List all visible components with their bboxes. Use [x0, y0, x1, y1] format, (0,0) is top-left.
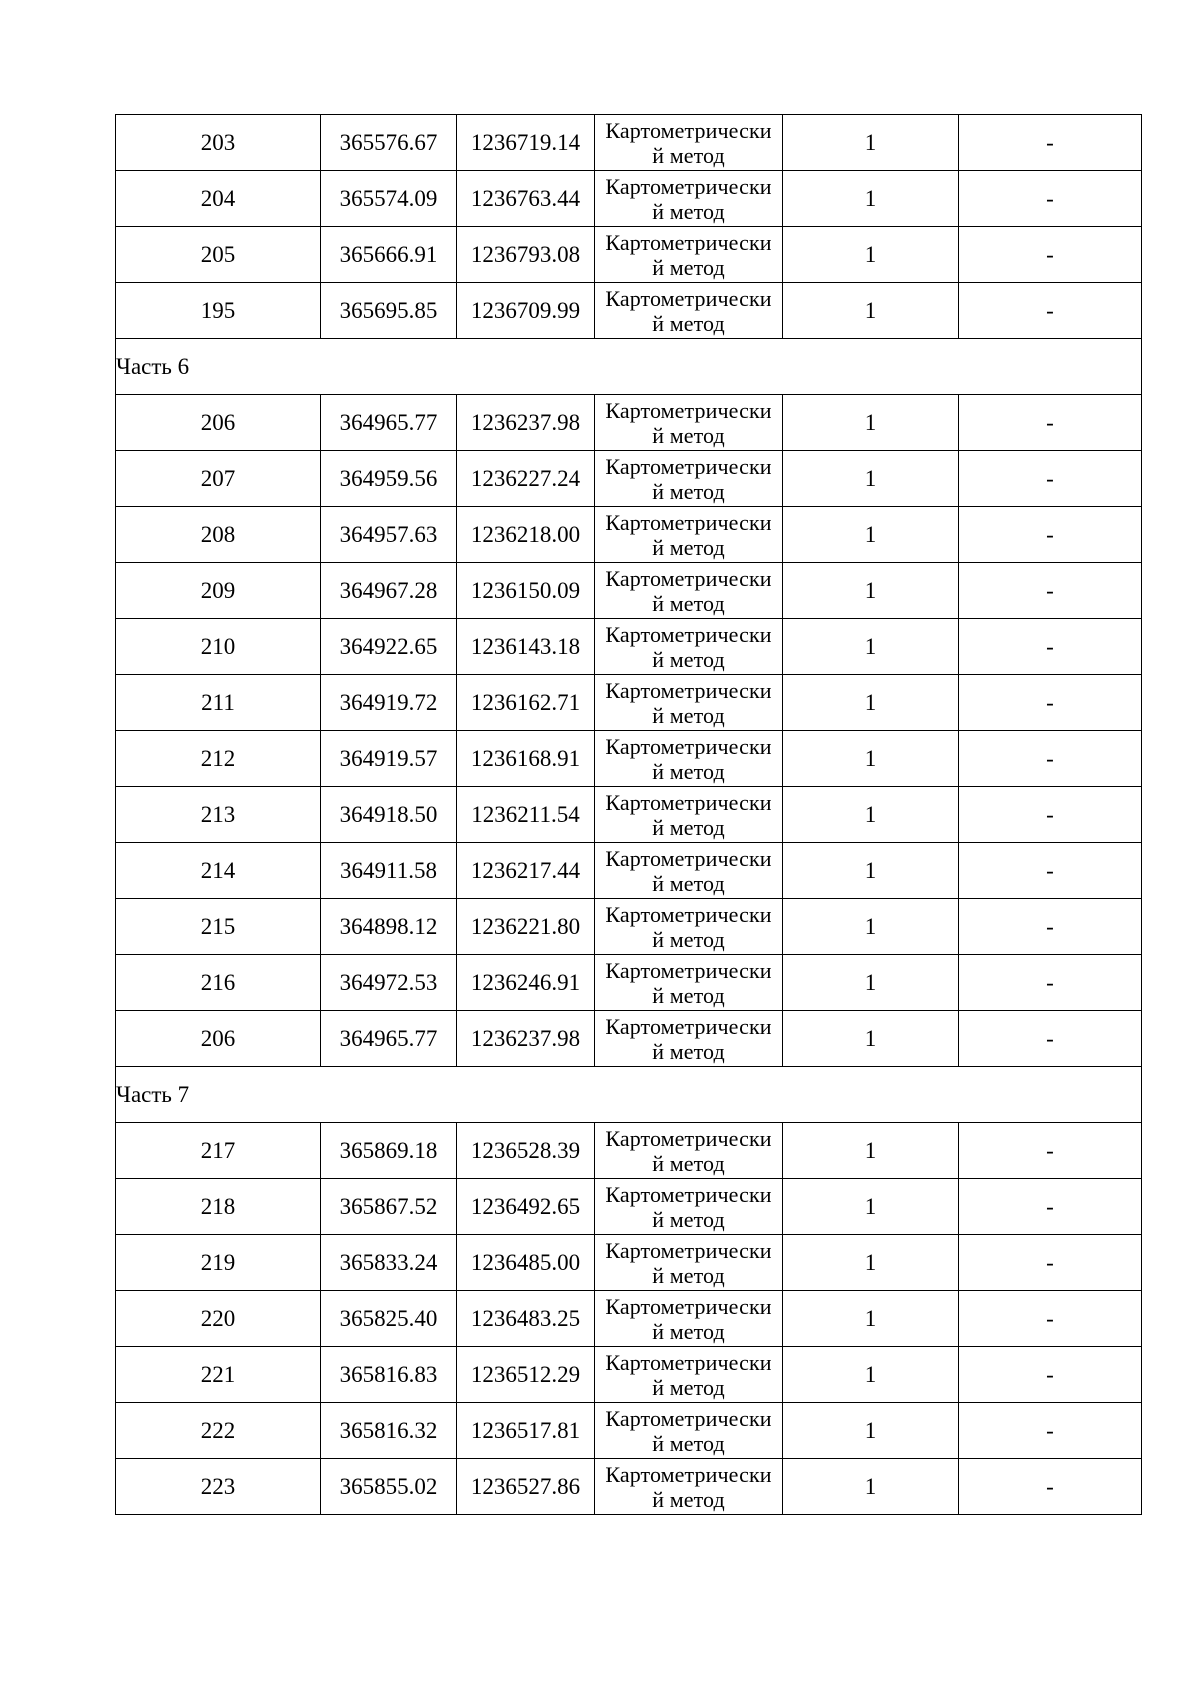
- table-row: [116, 1235, 1142, 1291]
- accuracy-cell: 1: [783, 1179, 959, 1235]
- y-coordinate-cell: 1236709.99: [457, 283, 595, 339]
- point-number-cell: 195: [116, 283, 321, 339]
- table-row: [116, 451, 1142, 507]
- point-number-cell: 222: [116, 1403, 321, 1459]
- note-cell: -: [959, 1123, 1142, 1179]
- section-label: Часть 7: [116, 1067, 1142, 1123]
- accuracy-cell: 1: [783, 675, 959, 731]
- note-cell: -: [959, 1179, 1142, 1235]
- table-row: [116, 283, 1142, 339]
- accuracy-cell: 1: [783, 787, 959, 843]
- x-coordinate-cell: 365576.67: [321, 115, 457, 171]
- y-coordinate-cell: 1236483.25: [457, 1291, 595, 1347]
- method-cell: Картометрически й метод: [595, 1459, 783, 1515]
- method-cell: Картометрически й метод: [595, 1347, 783, 1403]
- x-coordinate-cell: 364918.50: [321, 787, 457, 843]
- y-coordinate-cell: 1236221.80: [457, 899, 595, 955]
- accuracy-cell: 1: [783, 507, 959, 563]
- x-coordinate-cell: 364898.12: [321, 899, 457, 955]
- point-number-cell: 214: [116, 843, 321, 899]
- table-row: [116, 1291, 1142, 1347]
- method-cell: Картометрически й метод: [595, 1179, 783, 1235]
- method-cell: Картометрически й метод: [595, 451, 783, 507]
- method-cell: Картометрически й метод: [595, 171, 783, 227]
- x-coordinate-cell: 365816.32: [321, 1403, 457, 1459]
- y-coordinate-cell: 1236211.54: [457, 787, 595, 843]
- table-row: [116, 563, 1142, 619]
- point-number-cell: 216: [116, 955, 321, 1011]
- note-cell: -: [959, 843, 1142, 899]
- y-coordinate-cell: 1236218.00: [457, 507, 595, 563]
- x-coordinate-cell: 364965.77: [321, 1011, 457, 1067]
- y-coordinate-cell: 1236162.71: [457, 675, 595, 731]
- point-number-cell: 215: [116, 899, 321, 955]
- x-coordinate-cell: 365833.24: [321, 1235, 457, 1291]
- table-row: [116, 619, 1142, 675]
- point-number-cell: 221: [116, 1347, 321, 1403]
- y-coordinate-cell: 1236528.39: [457, 1123, 595, 1179]
- table-row: [116, 115, 1142, 171]
- accuracy-cell: 1: [783, 1123, 959, 1179]
- point-number-cell: 205: [116, 227, 321, 283]
- method-cell: Картометрически й метод: [595, 1403, 783, 1459]
- table-row: [116, 1011, 1142, 1067]
- method-cell: Картометрически й метод: [595, 283, 783, 339]
- x-coordinate-cell: 365574.09: [321, 171, 457, 227]
- accuracy-cell: 1: [783, 283, 959, 339]
- point-number-cell: 204: [116, 171, 321, 227]
- note-cell: -: [959, 731, 1142, 787]
- y-coordinate-cell: 1236237.98: [457, 395, 595, 451]
- note-cell: -: [959, 899, 1142, 955]
- accuracy-cell: 1: [783, 899, 959, 955]
- point-number-cell: 220: [116, 1291, 321, 1347]
- note-cell: -: [959, 1011, 1142, 1067]
- x-coordinate-cell: 364967.28: [321, 563, 457, 619]
- point-number-cell: 223: [116, 1459, 321, 1515]
- x-coordinate-cell: 364922.65: [321, 619, 457, 675]
- x-coordinate-cell: 364911.58: [321, 843, 457, 899]
- point-number-cell: 208: [116, 507, 321, 563]
- method-cell: Картометрически й метод: [595, 731, 783, 787]
- x-coordinate-cell: 364972.53: [321, 955, 457, 1011]
- table-row: [116, 675, 1142, 731]
- note-cell: -: [959, 115, 1142, 171]
- table-row: [116, 731, 1142, 787]
- accuracy-cell: 1: [783, 1291, 959, 1347]
- point-number-cell: 210: [116, 619, 321, 675]
- y-coordinate-cell: 1236492.65: [457, 1179, 595, 1235]
- table-row: [116, 1179, 1142, 1235]
- note-cell: -: [959, 787, 1142, 843]
- point-number-cell: 203: [116, 115, 321, 171]
- note-cell: -: [959, 283, 1142, 339]
- y-coordinate-cell: 1236246.91: [457, 955, 595, 1011]
- x-coordinate-cell: 364965.77: [321, 395, 457, 451]
- accuracy-cell: 1: [783, 451, 959, 507]
- y-coordinate-cell: 1236227.24: [457, 451, 595, 507]
- x-coordinate-cell: 365867.52: [321, 1179, 457, 1235]
- method-cell: Картометрически й метод: [595, 843, 783, 899]
- point-number-cell: 219: [116, 1235, 321, 1291]
- point-number-cell: 209: [116, 563, 321, 619]
- method-cell: Картометрически й метод: [595, 115, 783, 171]
- note-cell: -: [959, 171, 1142, 227]
- table-row: [116, 955, 1142, 1011]
- coordinates-table: [115, 114, 1142, 1515]
- accuracy-cell: 1: [783, 395, 959, 451]
- table-row: [116, 787, 1142, 843]
- accuracy-cell: 1: [783, 563, 959, 619]
- method-cell: Картометрически й метод: [595, 1291, 783, 1347]
- note-cell: -: [959, 1403, 1142, 1459]
- table-row: [116, 1347, 1142, 1403]
- note-cell: -: [959, 227, 1142, 283]
- point-number-cell: 212: [116, 731, 321, 787]
- point-number-cell: 213: [116, 787, 321, 843]
- x-coordinate-cell: 364959.56: [321, 451, 457, 507]
- accuracy-cell: 1: [783, 619, 959, 675]
- table-row: [116, 395, 1142, 451]
- y-coordinate-cell: 1236527.86: [457, 1459, 595, 1515]
- x-coordinate-cell: 365825.40: [321, 1291, 457, 1347]
- method-cell: Картометрически й метод: [595, 899, 783, 955]
- table-row: [116, 1123, 1142, 1179]
- section-row: [116, 339, 1142, 395]
- point-number-cell: 217: [116, 1123, 321, 1179]
- x-coordinate-cell: 365695.85: [321, 283, 457, 339]
- table-row: [116, 899, 1142, 955]
- accuracy-cell: 1: [783, 115, 959, 171]
- accuracy-cell: 1: [783, 1235, 959, 1291]
- accuracy-cell: 1: [783, 955, 959, 1011]
- x-coordinate-cell: 365869.18: [321, 1123, 457, 1179]
- point-number-cell: 206: [116, 1011, 321, 1067]
- method-cell: Картометрически й метод: [595, 395, 783, 451]
- accuracy-cell: 1: [783, 171, 959, 227]
- note-cell: -: [959, 1291, 1142, 1347]
- note-cell: -: [959, 451, 1142, 507]
- table-row: [116, 171, 1142, 227]
- accuracy-cell: 1: [783, 1459, 959, 1515]
- accuracy-cell: 1: [783, 1011, 959, 1067]
- method-cell: Картометрически й метод: [595, 1235, 783, 1291]
- point-number-cell: 218: [116, 1179, 321, 1235]
- table-row: [116, 843, 1142, 899]
- accuracy-cell: 1: [783, 227, 959, 283]
- note-cell: -: [959, 1347, 1142, 1403]
- method-cell: Картометрически й метод: [595, 507, 783, 563]
- method-cell: Картометрически й метод: [595, 227, 783, 283]
- y-coordinate-cell: 1236143.18: [457, 619, 595, 675]
- method-cell: Картометрически й метод: [595, 619, 783, 675]
- note-cell: -: [959, 955, 1142, 1011]
- y-coordinate-cell: 1236237.98: [457, 1011, 595, 1067]
- note-cell: -: [959, 395, 1142, 451]
- x-coordinate-cell: 364957.63: [321, 507, 457, 563]
- table-row: [116, 227, 1142, 283]
- point-number-cell: 206: [116, 395, 321, 451]
- coordinates-table-body: [116, 115, 1142, 1515]
- method-cell: Картометрически й метод: [595, 955, 783, 1011]
- table-row: [116, 507, 1142, 563]
- x-coordinate-cell: 365855.02: [321, 1459, 457, 1515]
- method-cell: Картометрически й метод: [595, 1011, 783, 1067]
- method-cell: Картометрически й метод: [595, 1123, 783, 1179]
- y-coordinate-cell: 1236763.44: [457, 171, 595, 227]
- note-cell: -: [959, 1235, 1142, 1291]
- note-cell: -: [959, 619, 1142, 675]
- y-coordinate-cell: 1236793.08: [457, 227, 595, 283]
- note-cell: -: [959, 507, 1142, 563]
- table-row: [116, 1459, 1142, 1515]
- point-number-cell: 207: [116, 451, 321, 507]
- y-coordinate-cell: 1236485.00: [457, 1235, 595, 1291]
- x-coordinate-cell: 365816.83: [321, 1347, 457, 1403]
- point-number-cell: 211: [116, 675, 321, 731]
- y-coordinate-cell: 1236512.29: [457, 1347, 595, 1403]
- x-coordinate-cell: 364919.57: [321, 731, 457, 787]
- y-coordinate-cell: 1236517.81: [457, 1403, 595, 1459]
- method-cell: Картометрически й метод: [595, 675, 783, 731]
- accuracy-cell: 1: [783, 843, 959, 899]
- method-cell: Картометрически й метод: [595, 563, 783, 619]
- method-cell: Картометрически й метод: [595, 787, 783, 843]
- table-row: [116, 1403, 1142, 1459]
- section-row: [116, 1067, 1142, 1123]
- y-coordinate-cell: 1236719.14: [457, 115, 595, 171]
- y-coordinate-cell: 1236217.44: [457, 843, 595, 899]
- accuracy-cell: 1: [783, 1347, 959, 1403]
- accuracy-cell: 1: [783, 731, 959, 787]
- note-cell: -: [959, 1459, 1142, 1515]
- accuracy-cell: 1: [783, 1403, 959, 1459]
- y-coordinate-cell: 1236150.09: [457, 563, 595, 619]
- x-coordinate-cell: 365666.91: [321, 227, 457, 283]
- x-coordinate-cell: 364919.72: [321, 675, 457, 731]
- note-cell: -: [959, 563, 1142, 619]
- y-coordinate-cell: 1236168.91: [457, 731, 595, 787]
- note-cell: -: [959, 675, 1142, 731]
- section-label: Часть 6: [116, 339, 1142, 395]
